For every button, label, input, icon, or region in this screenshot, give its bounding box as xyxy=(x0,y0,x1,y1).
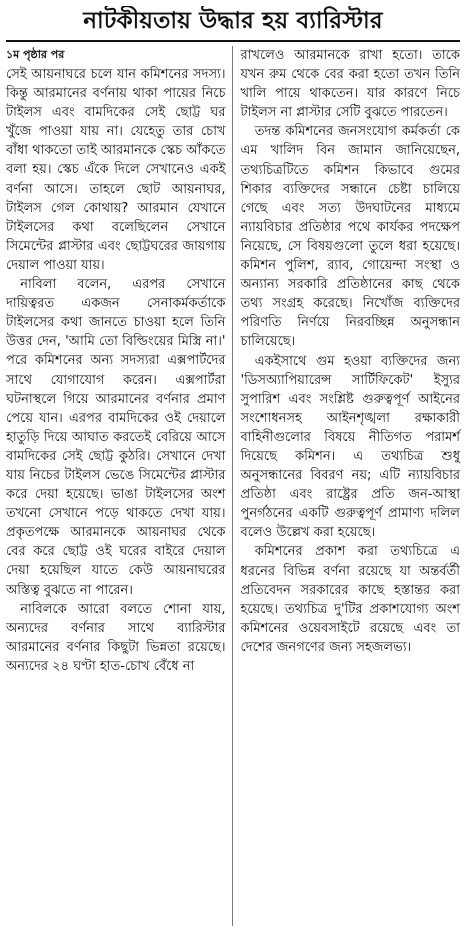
left-column xyxy=(6,46,233,926)
paragraph: নাবিলকে আরো বলতে শোনা যায়, অন্যদের বর্ণনার সাথে ব্যারিস্টার আরমানের বর্ণনার কিছুটা ভিন্নতা রয়েছে। অন্যদের ২৪ ঘণ্টা হাত-চোখ বেঁধে না xyxy=(6,601,226,674)
paragraph: সেই আয়নাঘরে চলে যান কমিশনের সদস্য। কিন্তু আরমানের বর্ণনায় থাকা পায়ের নিচে টাইলস এবং বামদিকের সেই ছোট্ট ঘর খুঁজে পাওয়া যায় না। যেহেতু তার চোখ বাঁধা থাকতো তাই আরমানকে স্কেচ আঁকতে বলা হয়। স্কেচ এঁকে দিলে সেখানেও একই বর্ণনা আসে। তাহলে ছোট আয়নাঘর, টাইলস গেল কোথায়? আরমান যেখানে টাইলসের কথা বলেছিলেন সেখানে সিমেন্টের প্লাস্টার এবং ছোট্টঘরের জায়গায় দেয়াল পাওয়া যায়। xyxy=(6,67,226,273)
newspaper-clipping xyxy=(0,6,466,937)
paragraph: রাখলেও আরমানকে রাখা হতো। তাকে যখন রুম থেকে বের করা হতো তখন তিনি খালি পায়ে থাকতেন। যার কারণে নিচে টাইলস না প্লাস্টার সেটি বুঝতে পারতেন। xyxy=(240,48,460,121)
article-body xyxy=(6,46,460,926)
headline: নাটকীয়তায় উদ্ধার হয় ব্যারিস্টার xyxy=(83,8,383,34)
paragraph: একইসাথে গুম হওয়া ব্যক্তিদের জন্য 'ডিসঅ্যাপিয়ারেন্স সার্টিফিকেট' ইস্যুর সুপারিশ এবং সংশ্লিষ্ট গুরুত্বপূর্ণ আইনের সংশোধনসহ আইনশৃঙ্খলা রক্ষাকারী বাহিনীগুলোর বিষয়ে নীতিগত পরামর্শ দিয়েছে কমিশন। এ তথ্যচিত্র শুধু অনুসন্ধানের বিবরণ নয়; এটি ন্যায়বিচার প্রতিষ্ঠা এবং রাষ্ট্রের প্রতি জন-আস্থা পুনর্গঠনের একটি গুরুত্বপূর্ণ প্রামাণ্য দলিল বলেও উল্লেখ করা হয়েছে। xyxy=(240,353,460,541)
headline-rule xyxy=(6,40,460,42)
paragraph: তদন্ত কমিশনের জনসংযোগ কর্মকর্তা কে এম খালিদ বিন জামান জানিয়েছেন, তথ্যচিত্রটিতে কমিশন কিভাবে গুমের শিকার ব্যক্তিদের সন্ধানে চেষ্টা চালিয়ে গেছে এবং সত্য উদঘাটনের মাধ্যমে ন্যায়বিচার প্রতিষ্ঠার পথে কার্যকর পদক্ষেপ নিয়েছে, সে বিষয়গুলো তুলে ধরা হয়েছে। কমিশন পুলিশ, র‍্যাব, গোয়েন্দা সংস্থা ও অন্যান্য সরকারি প্রতিষ্ঠানের কাছ থেকে তথ্য সংগ্রহ করেছে। নিখোঁজ ব্যক্তিদের পরিণতি নির্ণয়ে নিরবচ্ছিন্ন অনুসন্ধান চালিয়েছে। xyxy=(240,124,460,350)
continuation-label: ১ম পৃষ্ঠার পর xyxy=(6,48,65,61)
right-column xyxy=(241,46,461,926)
paragraph: নাবিলা বলেন, এরপর সেখানে দায়িত্বরত একজন সেনাকর্মকর্তাকে টাইলসের কথা জানতে চাওয়া হলে তিনি উত্তর দেন, 'আমি তো বিল্ডিংয়ের মিস্ত্রি না।' পরে কমিশনের অন্য সদস্যরা এক্সপার্টদের সাথে যোগাযোগ করেন। এক্সপার্টরা ঘটনাস্থলে গিয়ে আরমানের বর্ণনার প্রমাণ পেয়ে যান। এরপর বামদিকের ওই দেয়ালে হাতুড়ি দিয়ে আঘাত করতেই বেরিয়ে আসে বামদিকের সেই ছোট্ট কুঠরি। সেখানে দেখা যায় নিচের টাইলস ভেঙে সিমেন্টের প্লাস্টার করে দেয়া হয়েছে। ভাঙা টাইলসের অংশ তখনো সেখানে পড়ে থাকতে দেখা যায়। প্রকৃতপক্ষে আরমানকে আয়নাঘর থেকে বের করে ছোট্ট ওই ঘরের বাইরে দেয়াল দেয়া হয়েছিল যাতে কেউ আয়নাঘরের অস্তিত্ব বুঝতে না পারেন। xyxy=(6,277,226,598)
paragraph: কমিশনের প্রকাশ করা তথ্যচিত্রে এ ধরনের বিভিন্ন বর্ণনা রয়েছে যা অন্তর্বর্তী প্রতিবেদন সরকারের কাছে হস্তান্তর করা হয়েছে। তথ্যচিত্র দু'টির প্রকাশযোগ্য অংশ কমিশনের ওয়েবসাইটে রয়েছে এবং তা দেশের জনগণের জন্য সহজলভ্য। xyxy=(240,544,460,655)
